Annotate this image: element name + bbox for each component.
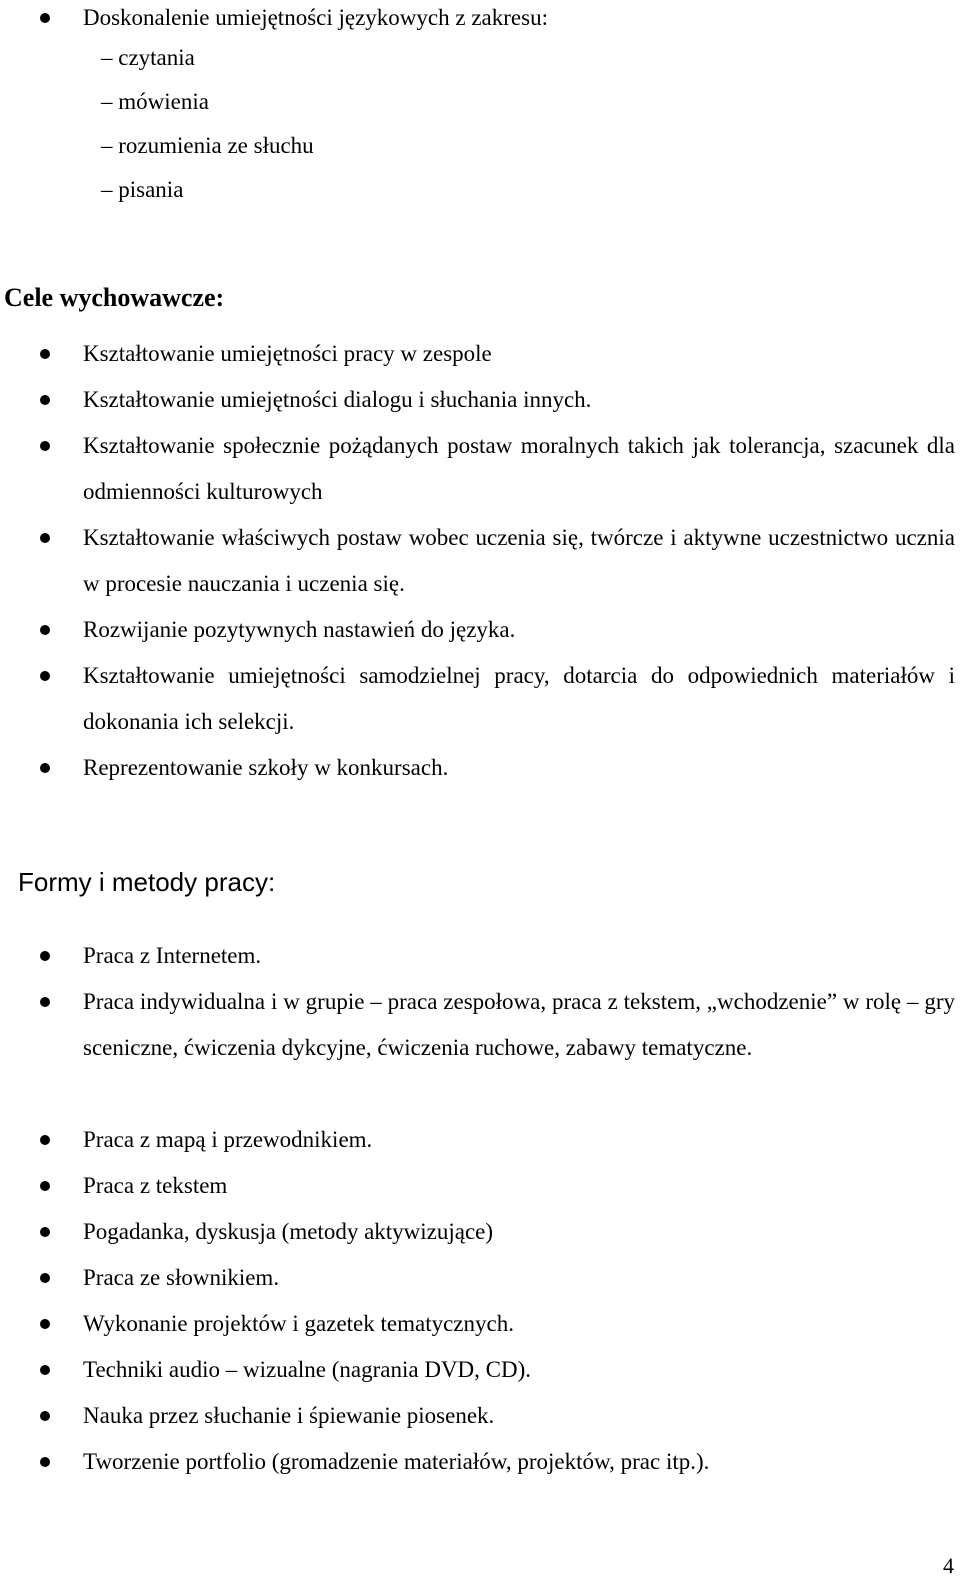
section-heading-methods: Formy i metody pracy: [18,867,276,897]
bullet-icon [40,1457,50,1467]
list-item: Nauka przez słuchanie i śpiewanie piosenek. [83,1403,495,1428]
list-item: Praca z mapą i przewodnikiem. [83,1127,373,1152]
bullet-icon [40,1273,50,1283]
list-item: Praca z Internetem. [83,943,262,968]
section-heading-educational-goals: Cele wychowawcze: [4,283,225,312]
skills-sub-item: – mówienia [101,89,209,114]
bullet-icon [40,1227,50,1237]
page-number: 4 [943,1553,954,1578]
list-item: Techniki audio – wizualne (nagrania DVD, CD). [83,1357,532,1382]
bullet-icon [40,1181,50,1191]
bullet-icon [40,13,50,23]
bullet-icon [40,625,50,635]
list-item: Praca z tekstem [83,1173,228,1198]
list-item: Praca ze słownikiem. [83,1265,280,1290]
bullet-icon [40,951,50,961]
skills-sub-item: – pisania [101,177,184,202]
bullet-icon [40,1365,50,1375]
skills-sub-item: – rozumienia ze słuchu [101,133,314,158]
bullet-icon [40,349,50,359]
list-item: Reprezentowanie szkoły w konkursach. [83,755,449,780]
bullet-icon [40,441,50,451]
bullet-icon [40,533,50,543]
list-item: Kształtowanie umiejętności samodzielnej pracy, dotarcia do odpowiednich materiałów i dokonania ich selekcji. [83,663,955,734]
bullet-icon [40,671,50,681]
list-item: Pogadanka, dyskusja (metody aktywizujące) [83,1219,494,1244]
list-item: Tworzenie portfolio (gromadzenie materiałów, projektów, prac itp.). [83,1449,710,1474]
list-item: Rozwijanie pozytywnych nastawień do języka. [83,617,516,642]
list-item: Wykonanie projektów i gazetek tematycznych. [83,1311,514,1336]
list-item: Kształtowanie społecznie pożądanych postaw moralnych takich jak tolerancja, szacunek dla odmienności kulturowych [83,433,955,504]
list-item: Praca indywidualna i w grupie – praca zespołowa, praca z tekstem, „wchodzenie” w rolę – gry sceniczne, ćwiczenia dykcyjne, ćwiczenia ruchowe, zabawy tematyczne. [83,989,955,1060]
bullet-icon [40,1411,50,1421]
bullet-icon [40,763,50,773]
bullet-icon [40,395,50,405]
skills-intro: Doskonalenie umiejętności językowych z zakresu: [83,5,548,30]
list-item: Kształtowanie umiejętności pracy w zespole [83,341,492,366]
list-item: Kształtowanie umiejętności dialogu i słuchania innych. [83,387,592,412]
skills-sub-item: – czytania [101,45,195,70]
bullet-icon [40,1135,50,1145]
bullet-icon [40,1319,50,1329]
bullet-icon [40,997,50,1007]
list-item: Kształtowanie właściwych postaw wobec uczenia się, twórcze i aktywne uczestnictwo ucznia w procesie nauczania i uczenia się. [83,525,955,596]
